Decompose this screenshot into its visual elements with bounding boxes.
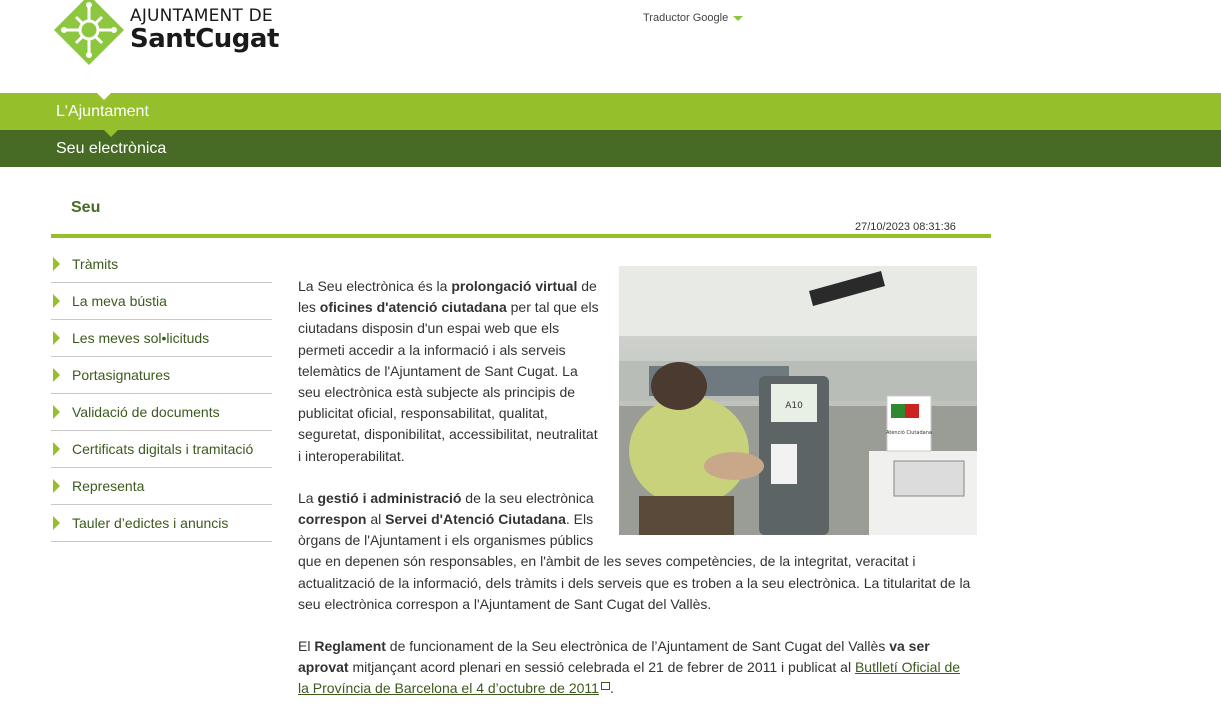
triangle-right-icon xyxy=(53,368,60,382)
translator-label: Traductor Google xyxy=(643,12,729,24)
logo-line-1: AJUNTAMENT DE xyxy=(130,6,273,26)
bold-text: Reglament xyxy=(314,638,386,655)
sidebar-item-tramits[interactable] xyxy=(51,246,272,283)
nav-item-seu-electronica[interactable]: Seu electrònica xyxy=(56,140,167,157)
triangle-right-icon xyxy=(53,405,60,419)
title-divider xyxy=(51,234,991,238)
sidebar-item-label: Tauler d’edictes i anuncis xyxy=(72,515,229,531)
bold-text: gestió i administració xyxy=(317,489,462,506)
bold-text: oficines d'atenció ciutadana xyxy=(319,299,507,316)
sidebar-item-label: Representa xyxy=(72,478,145,494)
text-span: El xyxy=(298,638,315,655)
text-span: . xyxy=(609,680,614,697)
sidebar-item-representa[interactable] xyxy=(51,468,272,505)
sidebar-item-bustia[interactable] xyxy=(51,283,272,320)
nav-pointer-icon xyxy=(97,93,111,100)
triangle-right-icon xyxy=(53,516,60,530)
bold-text: va ser aprovat xyxy=(298,638,930,676)
sidebar-item-label: Certificats digitals i tramitació xyxy=(72,441,254,457)
timestamp: 27/10/2023 08:31:36 xyxy=(855,221,956,233)
text-span: mitjançant acord plenari en sessió celebrada el 21 de febrer de 2011 i publicat al xyxy=(348,659,855,676)
office-photo xyxy=(619,266,977,535)
page-title: Seu xyxy=(71,199,101,216)
sidebar-item-portasignatures[interactable] xyxy=(51,357,272,394)
sidebar-item-label: Portasignatures xyxy=(72,367,171,383)
secondary-nav-bar xyxy=(0,130,1221,167)
sidebar-item-tauler[interactable] xyxy=(51,505,272,542)
nav-pointer-icon xyxy=(104,130,118,137)
sidebar-item-label: Les meves sol•licituds xyxy=(72,330,210,346)
regulation-paragraph xyxy=(298,636,973,700)
chevron-down-icon xyxy=(733,16,743,21)
logo-wordmark xyxy=(130,8,279,52)
bold-text: correspon xyxy=(298,511,367,528)
text-span: . Els òrgans de l'Ajuntament i els organismes públics que en depenen són responsables, en l'àmbit de les seves competències, de la integritat, veracitat i actualització de la informació, dels tràmits i dels serveis que es troben a la seu electrònica. La titularitat de la seu electrònica correspon a l'Ajuntament de Sant Cugat del Vallès. xyxy=(298,511,971,612)
kiosk-ticket-text: A10 xyxy=(785,401,803,411)
triangle-right-icon xyxy=(53,442,60,456)
main-content xyxy=(298,276,973,721)
triangle-right-icon xyxy=(53,257,60,271)
sidebar-item-validacio[interactable] xyxy=(51,394,272,431)
bold-text: prolongació virtual xyxy=(451,278,578,294)
sidebar-item-label: Validació de documents xyxy=(72,404,220,420)
site-header xyxy=(0,0,1221,93)
external-link-icon xyxy=(601,682,610,690)
text-span: La xyxy=(298,489,318,506)
sidebar-menu xyxy=(51,246,272,542)
text-span: de les xyxy=(298,278,597,316)
site-logo[interactable] xyxy=(52,0,279,68)
office-sign-text: Atenció Ciutadana xyxy=(886,430,932,436)
bold-text: Servei d'Atenció Ciutadana xyxy=(385,511,566,528)
bop-link[interactable]: Butlletí Oficial de la Província de Barcelona el 4 d’octubre de 2011 xyxy=(298,659,961,697)
sidebar-item-certificats[interactable] xyxy=(51,431,272,468)
santcugat-logo-icon xyxy=(52,0,126,67)
text-span: de la seu electrònica xyxy=(461,489,594,506)
sidebar-item-sollicituds[interactable] xyxy=(51,320,272,357)
google-translator-dropdown[interactable] xyxy=(643,12,743,24)
text-span: La Seu electrònica és la xyxy=(298,278,452,294)
triangle-right-icon xyxy=(53,294,60,308)
logo-line-2: SantCugat xyxy=(130,24,279,54)
sidebar-item-label: Tràmits xyxy=(72,256,119,272)
triangle-right-icon xyxy=(53,479,60,493)
nav-item-ajuntament[interactable]: L'Ajuntament xyxy=(56,103,149,120)
sidebar-item-label: La meva bústia xyxy=(72,293,167,309)
text-span: al xyxy=(366,511,386,528)
primary-nav-bar xyxy=(0,93,1221,130)
text-span: de funcionament de la Seu electrònica de l’Ajuntament de Sant Cugat del Vallès xyxy=(385,638,890,655)
triangle-right-icon xyxy=(53,331,60,345)
text-span: per tal que els ciutadans disposin d'un espai web que els permeti accedir a la informació i als serveis telemàtics de l'Ajuntament de Sant Cugat. La seu electrònica està subjecte als principis de publicitat oficial, responsabilitat, qualitat, seguretat, disponibilitat, accessibilitat, neutralitat i interoperabilitat. xyxy=(298,299,599,464)
